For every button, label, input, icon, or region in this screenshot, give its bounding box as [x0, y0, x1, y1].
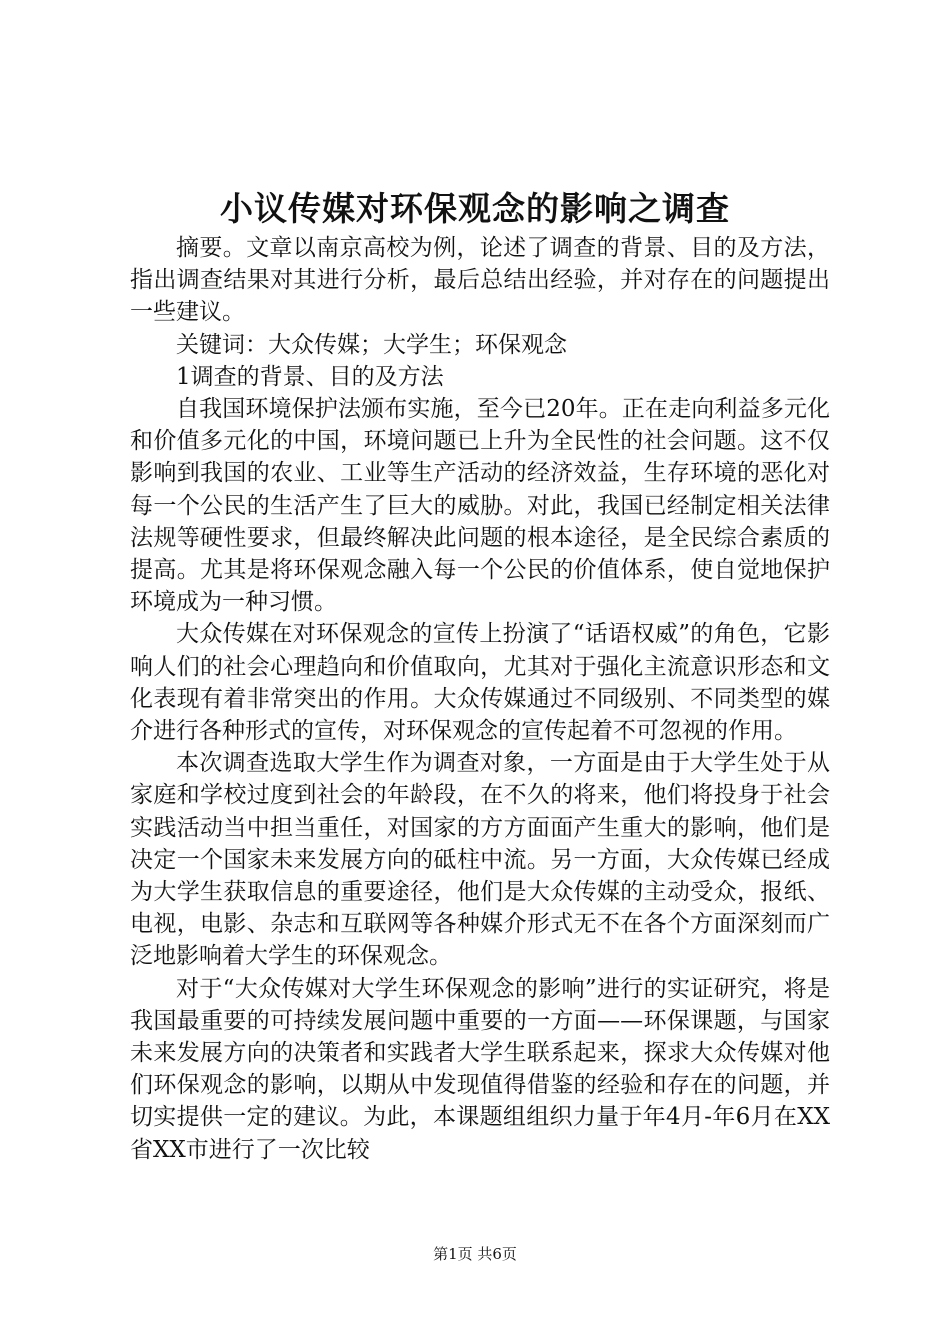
body-paragraph: 对于“大众传媒对大学生环保观念的影响”进行的实证研究，将是我国最重要的可持续发展问题中重要的一方面——环保课题，与国家未来发展方向的决策者和实践者大学生联系起来，探求大众传媒对他们环保观念的影响，以期从中发现值得借鉴的经验和存在的问题，并切实提供一定的建议。为此，本课题组组织力量于年4月-年6月在XX省XX市进行了一次比较 — [130, 975, 830, 1163]
document-body — [130, 232, 830, 1166]
body-paragraph: 大众传媒在对环保观念的宣传上扮演了“话语权威”的角色，它影响人们的社会心理趋向和价值取向，尤其对于强化主流意识形态和文化表现有着非常突出的作用。大众传媒通过不同级别、不同类型的媒介进行各种形式的宣传，对环保观念的宣传起着不可忽视的作用。 — [130, 621, 830, 745]
page-number-footer: 第1页 共6页 — [433, 1245, 517, 1263]
body-paragraph: 自我国环境保护法颁布实施，至今已20年。正在走向利益多元化和价值多元化的中国，环境问题已上升为全民性的社会问题。这不仅影响到我国的农业、工业等生产活动的经济效益，生存环境的恶化对每一个公民的生活产生了巨大的威胁。对此，我国已经制定相关法律法规等硬性要求，但最终解决此问题的根本途径，是全民综合素质的提高。尤其是将环保观念融入每一个公民的价值体系，使自觉地保护环境成为一种习惯。 — [130, 396, 830, 616]
keywords-paragraph: 关键词：大众传媒；大学生；环保观念 — [176, 331, 567, 358]
body-paragraph: 本次调查选取大学生作为调查对象，一方面是由于大学生处于从家庭和学校过度到社会的年龄段，在不久的将来，他们将投身于社会实践活动当中担当重任，对国家的方方面面产生重大的影响，他们是决定一个国家未来发展方向的砥柱中流。另一方面，大众传媒已经成为大学生获取信息的重要途径，他们是大众传媒的主动受众，报纸、电视，电影、杂志和互联网等各种媒介形式无不在各个方面深刻而广泛地影响着大学生的环保观念。 — [130, 750, 830, 970]
section-heading: 1调查的背景、目的及方法 — [176, 363, 444, 390]
abstract-paragraph: 摘要。文章以南京高校为例，论述了调查的背景、目的及方法，指出调查结果对其进行分析，最后总结出经验，并对存在的问题提出一些建议。 — [130, 235, 830, 326]
document-title: 小议传媒对环保观念的影响之调查 — [220, 189, 730, 228]
